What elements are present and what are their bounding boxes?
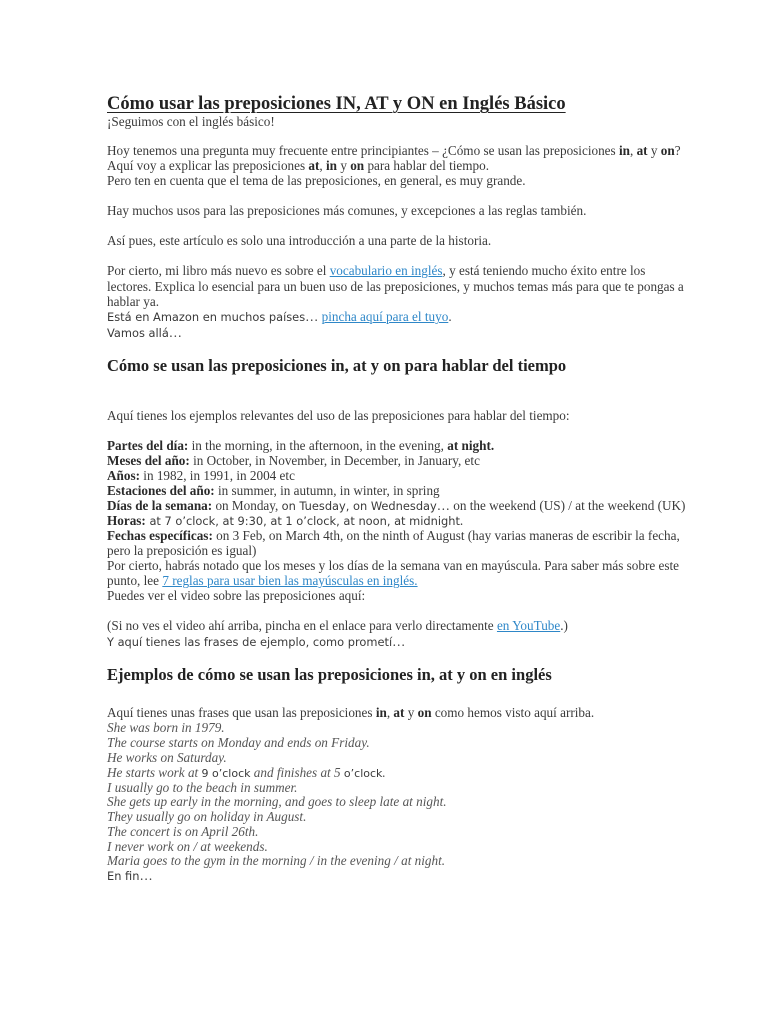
bold-text: at night.	[447, 438, 495, 453]
text: o’clock	[343, 767, 383, 780]
bold-at: at	[308, 158, 320, 173]
item-dias	[107, 498, 685, 514]
bold-in: in	[618, 143, 630, 158]
paragraph-1-line-3: Pero ten en cuenta que el tema de las preposiciones, en general, es muy grande.	[107, 173, 526, 188]
item-horas	[107, 513, 463, 529]
text: in 1982, in 1991, in 2004 etc	[139, 468, 295, 483]
page-title: Cómo usar las preposiciones IN, AT y ON en Inglés Básico	[107, 94, 566, 114]
paragraph-2: Hay muchos usos para las preposiciones más comunes, y excepciones a las reglas también.	[107, 203, 587, 218]
paragraph-4-line-4	[107, 309, 452, 325]
label: Estaciones del año:	[107, 483, 215, 498]
section-heading-tiempo: Cómo se usan las preposiciones in, at y on para hablar del tiempo	[107, 356, 567, 375]
label: Años:	[107, 468, 140, 483]
paragraph-4-line-2: lectores. Explica lo esencial para un buen uso de las preposiciones, y muchos temas más para que te pongas a	[107, 279, 684, 294]
text: Hoy tenemos una pregunta muy frecuente entre principiantes – ¿Cómo se usan las preposiciones	[107, 143, 619, 158]
text: and finishes at 5	[250, 765, 344, 780]
text: Por cierto, mi libro más nuevo es sobre el	[107, 263, 330, 278]
text: .	[459, 513, 464, 528]
bold-at: at	[393, 705, 405, 720]
label: Fechas específicas:	[107, 528, 213, 543]
text: on 3 Feb, on March 4th, on the ninth of August (hay varias maneras de escribir la fecha,	[212, 528, 680, 543]
section-3-intro	[107, 705, 594, 720]
text: Aquí voy a explicar las preposiciones	[107, 158, 309, 173]
paragraph-1-line-2	[107, 158, 489, 173]
y-aqui-line	[107, 634, 405, 650]
text: ,	[386, 705, 394, 720]
text: y	[404, 705, 418, 720]
example-5: I usually go to the beach in summer.	[107, 780, 298, 795]
section-heading-ejemplos: Ejemplos de cómo se usan las preposiciones in, at y on en inglés	[107, 665, 552, 684]
video-line: Puedes ver el video sobre las preposiciones aquí:	[107, 588, 366, 603]
text: , y está teniendo mucho éxito entre los	[442, 263, 646, 278]
text: on Monday,	[212, 498, 282, 513]
text: …	[168, 325, 182, 340]
pincha-aqui-link[interactable]: pincha aquí para el tuyo	[321, 309, 449, 324]
text: como hemos visto aquí arriba.	[431, 705, 595, 720]
example-10: Maria goes to the gym in the morning / in the evening / at night.	[107, 853, 446, 868]
mayusculas-link[interactable]: 7 reglas para usar bien las mayúsculas en inglés.	[162, 573, 418, 588]
text: .	[382, 765, 386, 780]
text: in the morning, in the afternoon, in the evening,	[188, 438, 448, 453]
text: on Tuesday, on Wednesday	[281, 499, 437, 513]
label: Días de la semana:	[107, 498, 213, 513]
example-4	[107, 765, 386, 781]
example-8: The concert is on April 26th.	[107, 824, 259, 839]
text: …	[305, 309, 322, 324]
label: Meses del año:	[107, 453, 190, 468]
text: …	[392, 634, 406, 649]
example-7: They usually go on holiday in August.	[107, 809, 307, 824]
vocabulario-link[interactable]: vocabulario en inglés	[329, 263, 443, 278]
paragraph-4-line-3: hablar ya.	[107, 294, 159, 309]
text: …	[139, 868, 153, 883]
text: at 7 o’clock, at 9:30, at 1 o’clock, at noon, at midnight	[145, 514, 460, 528]
text: 9 o’clock	[201, 767, 251, 780]
por-cierto-line-1: Por cierto, habrás notado que los meses y los días de la semana van en mayúscula. Para saber más sobre este	[107, 558, 680, 573]
si-no-ves-line	[107, 618, 568, 633]
bold-on: on	[660, 143, 675, 158]
text: ,	[629, 143, 637, 158]
text: Está en Amazon en muchos países	[107, 310, 306, 324]
example-6: She gets up early in the morning, and goes to sleep late at night.	[107, 794, 447, 809]
paragraph-1-line-1	[107, 143, 681, 158]
item-partes-del-dia	[107, 438, 494, 453]
por-cierto-line-2	[107, 573, 418, 588]
item-meses	[107, 453, 480, 468]
example-3: He works on Saturday.	[107, 750, 227, 765]
en-fin-line	[107, 868, 153, 884]
text: in summer, in autumn, in winter, in spring	[214, 483, 440, 498]
text: En fin	[107, 869, 140, 883]
bold-at: at	[636, 143, 648, 158]
text: ,	[319, 158, 327, 173]
label: Horas:	[107, 513, 146, 528]
text: (Si no ves el video ahí arriba, pincha en el enlace para verlo directamente	[107, 618, 497, 633]
text: Aquí tienes unas frases que usan las preposiciones	[107, 705, 376, 720]
paragraph-4-line-1	[107, 263, 645, 278]
bold-on: on	[350, 158, 365, 173]
text: … on the weekend (US) / at the weekend (UK)	[436, 498, 686, 513]
bold-on: on	[417, 705, 432, 720]
text: ?	[674, 143, 681, 158]
text: Vamos allá	[107, 326, 169, 340]
item-fechas-line-2: pero la preposición es igual)	[107, 543, 257, 558]
bold-in: in	[326, 158, 338, 173]
text: He starts work at	[107, 765, 202, 780]
example-9: I never work on / at weekends.	[107, 839, 268, 854]
section-2-intro: Aquí tienes los ejemplos relevantes del uso de las preposiciones para hablar del tiempo:	[107, 408, 570, 423]
example-2: The course starts on Monday and ends on Friday.	[107, 735, 370, 750]
label: Partes del día:	[107, 438, 189, 453]
text: y	[647, 143, 661, 158]
intro-line: ¡Seguimos con el inglés básico!	[107, 114, 275, 129]
text: Y aquí tienes las frases de ejemplo, como prometí	[107, 635, 393, 649]
text: in October, in November, in December, in January, etc	[189, 453, 480, 468]
text: punto, lee	[107, 573, 163, 588]
item-fechas	[107, 528, 680, 543]
item-estaciones	[107, 483, 440, 498]
bold-in: in	[375, 705, 387, 720]
item-anos	[107, 468, 295, 483]
text: para hablar del tiempo.	[364, 158, 490, 173]
example-1: She was born in 1979.	[107, 720, 225, 735]
youtube-link[interactable]: en YouTube	[496, 618, 561, 633]
paragraph-3: Así pues, este artículo es solo una introducción a una parte de la historia.	[107, 233, 492, 248]
text: .)	[560, 618, 568, 633]
paragraph-4-line-5	[107, 325, 182, 341]
text: y	[337, 158, 351, 173]
text: .	[448, 309, 452, 324]
